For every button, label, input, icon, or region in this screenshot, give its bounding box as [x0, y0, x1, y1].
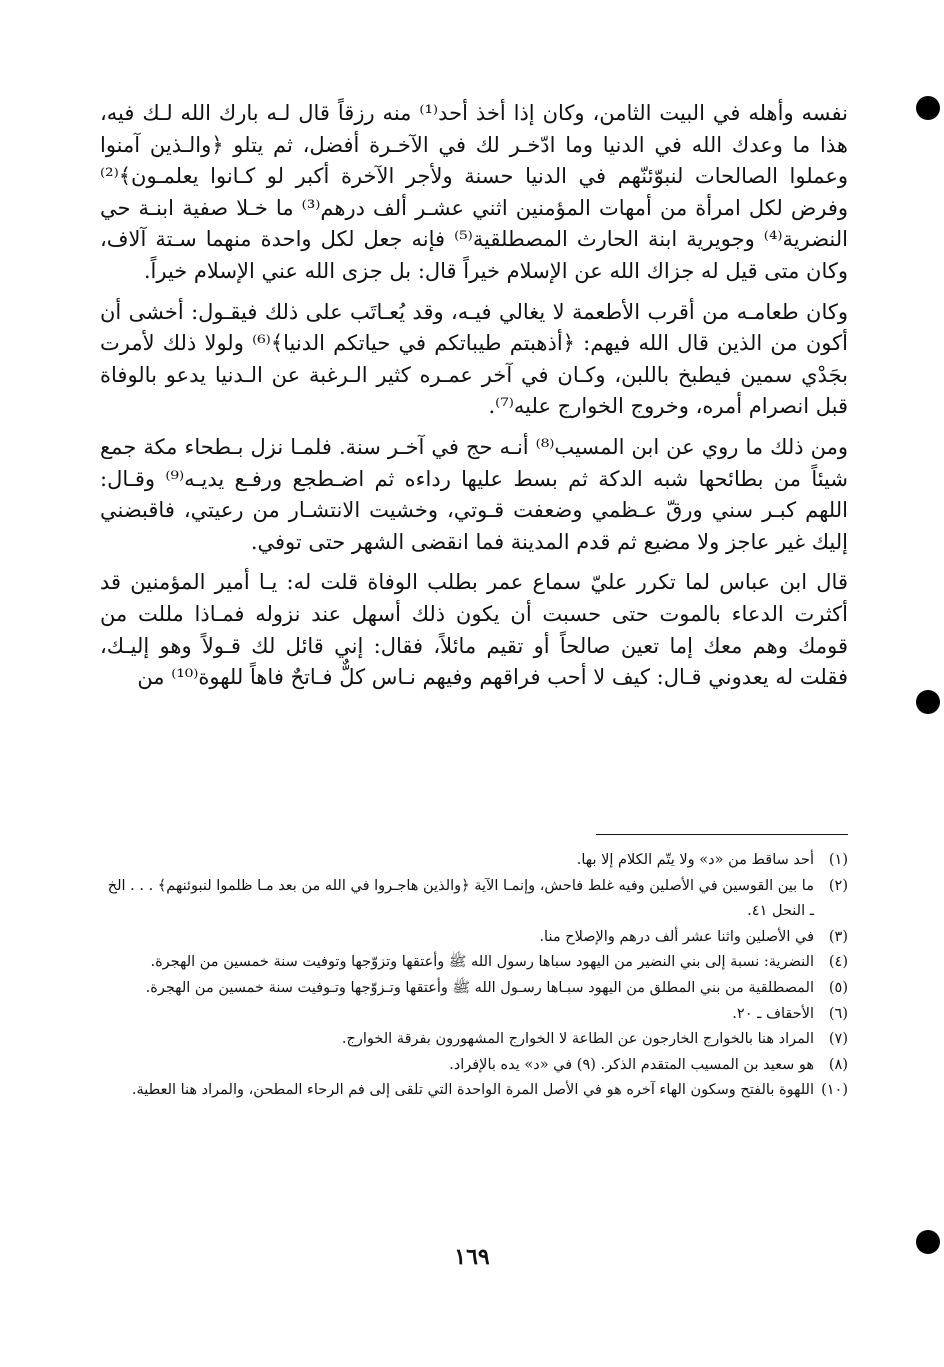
page-number: ١٦٩: [454, 1244, 490, 1270]
footnote-text: ما بين القوسين في الأصلين وفيه غلط فاحش، وإنمـا الآية ﴿والذين هاجـروا في الله من بعد مـا ظلموا لنبوئنهم﴾ . . . الخ ـ النحل ٤١.: [107, 877, 814, 920]
footnote-text: المصطلقية من بني المطلق من اليهود سبـاها رسـول الله ﷺ وأعتقها وتـزوّجها وتـوفيت سنة خمسين من الهجرة.: [145, 979, 814, 996]
footnote: [100, 925, 848, 951]
footnotes: [100, 848, 848, 1104]
footnote-number: (٣): [828, 928, 848, 945]
footnote: [100, 1027, 848, 1053]
footnote: [100, 950, 848, 976]
paragraph: قال ابن عباس لما تكرر عليّ سماع عمر بطلب الوفاة قلت له: يـا أمير المؤمنين قد أكثرت الدعاء بالموت حتى حسبت أن يكون ذلك أسهل عند نزوله فمـاذا مللت من قومك وهم معك إما تعين صالحاً أو تقيم مائلاً، فقال: إني قائل لك قـولاً وهو إليـك، فقلت له يعدوني قـال: كيف لا أحب فراقهم وفيهم نـاس كلٌّ فـاتحٌ فاهاً للهوة⁽¹⁰⁾ من: [100, 570, 848, 690]
punch-hole-mark: [916, 96, 940, 120]
footnote-number: (٥): [828, 979, 848, 996]
footnote-number: (٢): [828, 877, 848, 894]
footnote-number: (٨): [828, 1056, 848, 1073]
footnote-number: (١٠): [821, 1082, 848, 1099]
footnote-number: (٧): [828, 1031, 848, 1048]
footnote-number: (٤): [828, 954, 848, 971]
footnote-number: (١): [828, 852, 848, 868]
footnote: [100, 874, 848, 925]
footnote-text: اللهوة بالفتح وسكون الهاء آخره هو في الأصل المرة الواحدة التي تلقى إلى فم الرحاء المطحن، والمراد هنا العطية.: [131, 1082, 814, 1099]
footnote-text: المراد هنا بالخوارج الخارجون عن الطاعة لا الخوارج المشهورون بفرقة الخوارج.: [341, 1031, 814, 1048]
punch-hole-mark: [916, 690, 940, 714]
footnote-text: النضرية: نسبة إلى بني النضير من اليهود سباها رسول الله ﷺ وأعتقها وتزوّجها وتوفيت سنة خمسين من الهجرة.: [150, 954, 814, 971]
footnote: [100, 1053, 848, 1079]
footnote-text: الأحقاف ـ ٢٠.: [732, 1005, 814, 1022]
footnote-separator: [596, 834, 848, 835]
footnote: [100, 1078, 848, 1104]
paragraph: نفسه وأهله في البيت الثامن، وكان إذا أخذ أحد⁽¹⁾ منه رزقاً قال لـه بارك الله لـك فيه، هذا ما وعدك الله في الدنيا وما ادّخـر لك في الآخـرة أفضل، ثم يتلو ﴿والـذين آمنوا وعملوا الصالحات لنبوّئنّهم في الدنيا حسنة ولأجر الآخرة أكبر لو كـانوا يعلمـون﴾⁽²⁾ وفرض لكل امرأة من أمهات المؤمنين اثني عشـر ألف درهم⁽³⁾ ما خـلا صفية ابنـة حي النضرية⁽⁴⁾ وجويرية ابنة الحارث المصطلقية⁽⁵⁾ فإنه جعل لكل واحدة منهما سـتة آلاف، وكان متى قيل له جزاك الله عن الإسلام خيراً قال: بل جزى الله عني الإسلام خيراً.: [100, 101, 848, 283]
footnote-text: أحد ساقط من «د» ولا يتّم الكلام إلا بها.: [576, 852, 814, 868]
footnote-number: (٦): [828, 1005, 848, 1022]
footnote: [100, 976, 848, 1002]
punch-hole-mark: [916, 1230, 940, 1254]
paragraph: ومن ذلك ما روي عن ابن المسيب⁽⁸⁾ أنـه حج في آخـر سنة. فلمـا نزل بـطحاء مكة جمع شيئاً من بطائحها شبه الدكة ثم بسط عليها رداءه ثم اضـطجع ورفـع يديـه⁽⁹⁾ وقـال: اللهم كبـر سني ورقّ عـظمي وضعفت قـوتي، وخشيت الانتشـار من رعيتي، فاقبضني إليك غير عاجز ولا مضيع ثم قدم المدينة فما انقضى الشهر حتى توفي.: [100, 434, 848, 554]
paragraph: وكان طعامـه من أقرب الأطعمة لا يغالي فيـه، وقد يُعـاتَب على ذلك فيقـول: أخشى أن أكون من الذين قال الله فيهم: ﴿أذهبتم طيباتكم في حياتكم الدنيا﴾⁽⁶⁾ ولولا ذلك لأمرت بجَدْي سمين فيطبخ باللبن، وكـان في آخر عمـره كثير الـرغبة عن الـدنيا يدعو بالوفاة قبل انصرام أمره، وخروج الخوارج عليه⁽⁷⁾.: [100, 299, 848, 419]
footnote-text: هو سعيد بن المسيب المتقدم الذكر. (٩) في «د» يده بالإفراد.: [449, 1056, 814, 1073]
footnote: [100, 1002, 848, 1028]
footnote: [100, 848, 848, 874]
main-text: [100, 98, 848, 694]
footnote-text: في الأصلين واثنا عشر ألف درهم والإصلاح منا.: [539, 928, 814, 945]
